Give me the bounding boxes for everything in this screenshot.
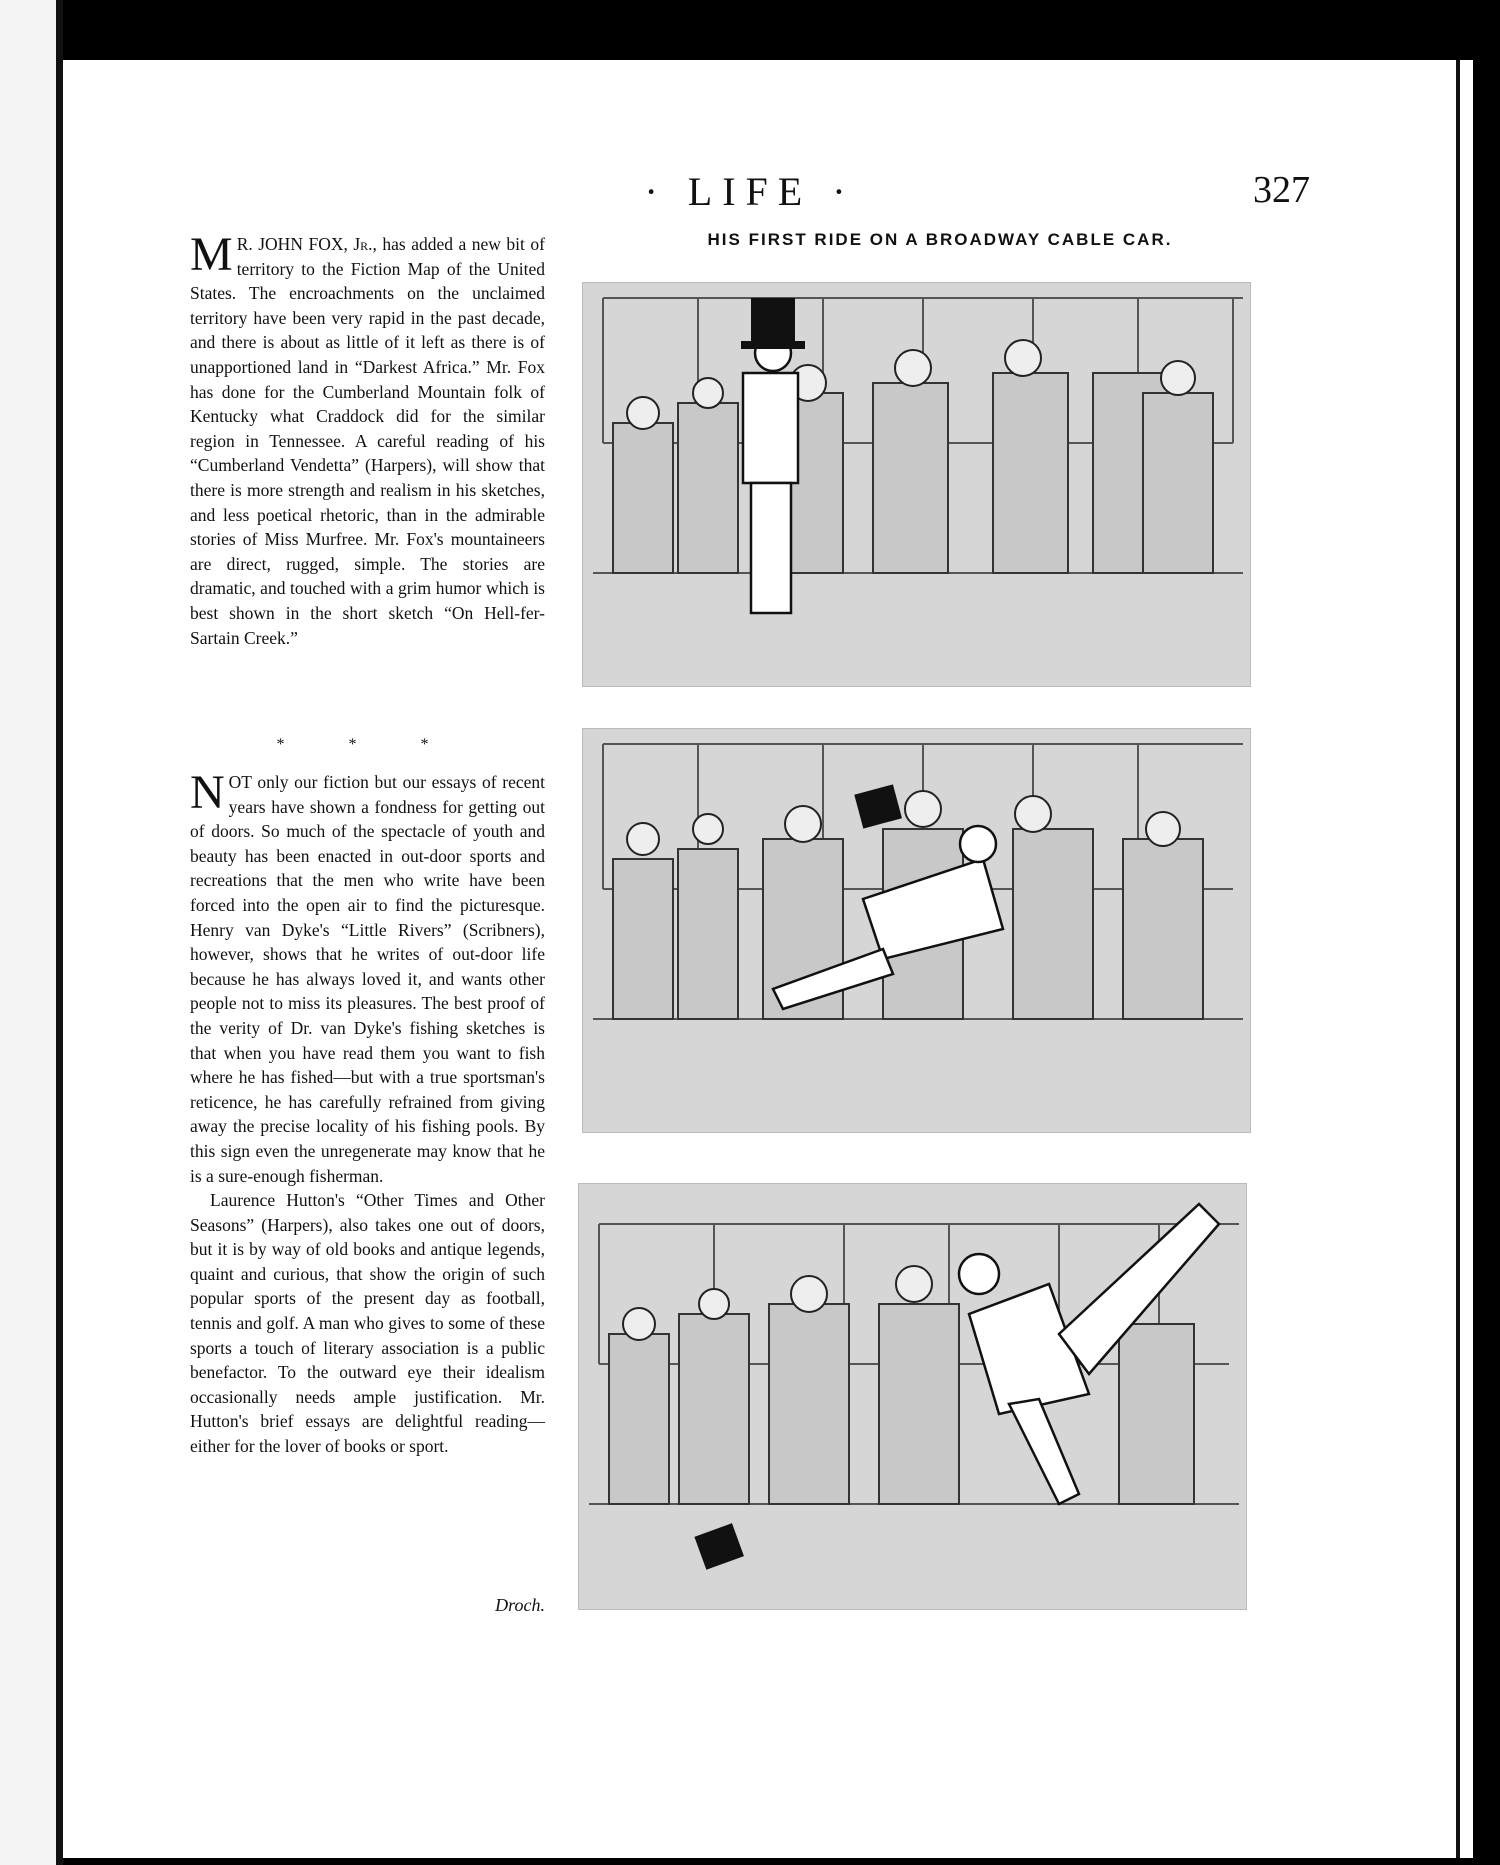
- cartoon-panel-2: [582, 728, 1251, 1133]
- masthead: · LIFE ·: [644, 169, 856, 214]
- page-number: 327: [1253, 169, 1310, 211]
- article-paragraph-3: Laurence Hutton's “Other Times and Other Seasons” (Harpers), also takes one out of doors, but it is by way of old books and antique legends, quaint and curious, that show the origin of such popular sports of the present day as football, tennis and golf. A man who gives to some of these sports a touch of literary association is a public benefactor. To the outward eye their idealism occasionally needs ample justification. Mr. Hutton's brief essays are delightful reading—either for the lover of books or sport.: [190, 1190, 545, 1457]
- author-name: R. JOHN FOX, Jr.,: [236, 234, 377, 254]
- article-paragraph-2: [190, 766, 545, 1459]
- cartoon-illustration: [579, 1184, 1246, 1609]
- byline-signature: Droch.: [495, 1595, 545, 1615]
- section-separator: * * *: [276, 736, 459, 753]
- article-paragraph-1: [190, 228, 545, 650]
- drop-cap: N: [190, 766, 225, 819]
- watermark: comicbooks.com: [1220, 1822, 1455, 1855]
- cartoon-illustration: [583, 729, 1250, 1132]
- paragraph-text: OT only our fiction but our essays of recent years have shown a fondness for getting out of doors. So much of the spectacle of youth and beauty has been enacted in out-door sports and recreations that the men who write have been forced into the open air to find the picturesque. Henry van Dyke's “Little Rivers” (Scribners), however, shows that he writes of out-door life because he has always loved it, and wants other people not to miss its pleasures. The best proof of the verity of Dr. van Dyke's fishing sketches is that when you have read them you want to fish where he has fished—but with a true sportsman's reticence, he has carefully refrained from giving away the precise locality of his fishing pools. By this sign even the unregenerate may know that he is a sure-enough fisherman.: [190, 772, 545, 1186]
- cartoon-panel-3: [578, 1183, 1247, 1610]
- drop-cap: M: [190, 228, 233, 281]
- facing-page-edge: [0, 0, 63, 1865]
- cartoon-illustration: [583, 283, 1250, 686]
- page-border: [1456, 60, 1460, 1858]
- paragraph-text: has added a new bit of territory to the Fiction Map of the United States. The encroachments on the unclaimed territory have been very rapid in the past decade, and there is about as little of it left as there is of unapportioned land in “Darkest Africa.” Mr. Fox has done for the Cumberland Mountain folk of Kentucky what Craddock did for the similar region in Tennessee. A careful reading of his “Cumberland Vendetta” (Harpers), will show that there is more strength and realism in his sketches, and less poetical rhetoric, than in the admirable stories of Miss Murfree. Mr. Fox's mountaineers are direct, rugged, simple. The stories are dramatic, and touched with a grim humor which is best shown in the short sketch “On Hell-fer-Sartain Creek.”: [190, 234, 545, 648]
- cartoon-panel-1: [582, 282, 1251, 687]
- cartoon-title: HIS FIRST RIDE ON A BROADWAY CABLE CAR.: [707, 230, 1173, 249]
- gutter-line: [56, 0, 60, 1865]
